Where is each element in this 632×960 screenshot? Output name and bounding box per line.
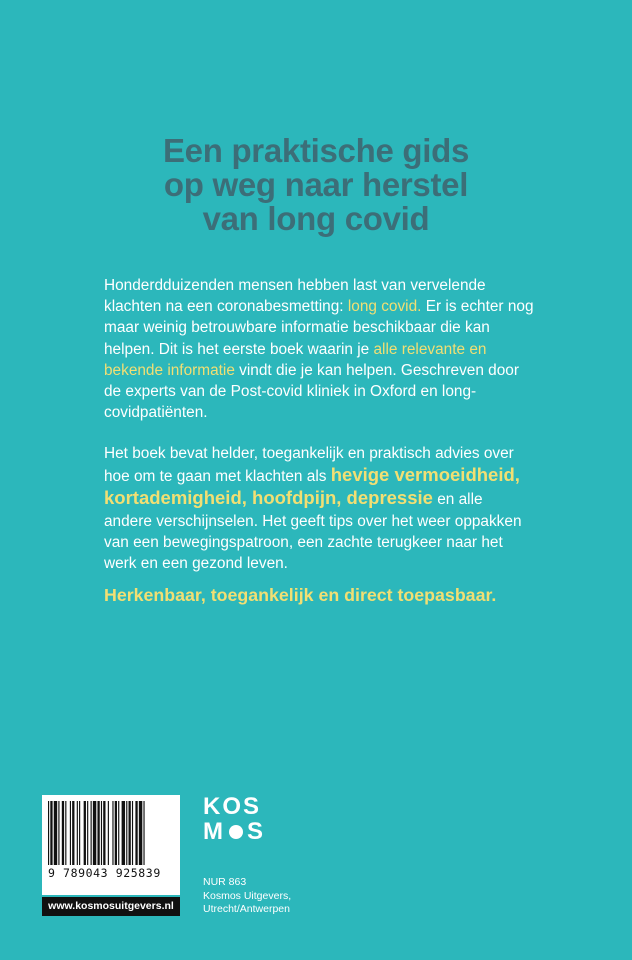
barcode-bar	[122, 801, 125, 865]
barcode-bar	[50, 801, 52, 865]
p1-highlight-info: alle relevante en bekende informatie	[104, 340, 487, 379]
nur-code: NUR 863	[203, 876, 247, 888]
kosmos-logo	[203, 794, 265, 844]
barcode-bar	[77, 801, 78, 865]
barcode-bar	[143, 801, 144, 865]
barcode-bar	[65, 801, 66, 865]
description-paragraph-1	[104, 275, 534, 423]
publisher-website: www.kosmosuitgevers.nl	[42, 897, 180, 916]
p2-highlight-symptoms: hevige vermoeidheid, kortademigheid, hoofdpijn, depressie	[104, 464, 520, 509]
barcode-bar	[139, 801, 142, 865]
barcode-bar	[87, 801, 88, 865]
barcode-bar	[103, 801, 105, 865]
title-line-3: van long covid	[202, 200, 430, 237]
barcode-bar	[135, 801, 137, 865]
barcode-bars	[46, 801, 176, 865]
barcode-bar	[70, 801, 71, 865]
p1-highlight-long-covid: long covid.	[347, 298, 422, 316]
barcode-bar	[84, 801, 86, 865]
barcode-bar	[132, 801, 133, 865]
publisher-city: Utrecht/Antwerpen	[203, 903, 290, 915]
logo-text-s: S	[247, 818, 266, 845]
barcode-bar	[108, 801, 109, 865]
logo-text-top: KOS	[203, 793, 262, 820]
barcode-bar	[72, 801, 74, 865]
barcode-bar	[97, 801, 99, 865]
isbn-number: 9 789043 925839	[48, 866, 161, 880]
p1-text-2: Er is echter nog maar weinig betrouwbare informatie beschikbaar die kan helpen. Dit is het eerste boek waarin je	[104, 298, 534, 358]
p2-text-2: en alle andere verschijnselen. Het geeft tips over het weer oppakken van een bewegingspatroon, een zachte terugkeer naar het werk en een gezond leven.	[104, 491, 522, 573]
barcode-bar	[79, 801, 80, 865]
barcode-bar	[129, 801, 131, 865]
publisher-name: Kosmos Uitgevers,	[203, 889, 292, 902]
barcode-bar	[118, 801, 119, 865]
logo-dot-icon	[229, 825, 243, 839]
barcode-bar	[101, 801, 102, 865]
barcode-bar	[91, 801, 92, 865]
barcode-bar	[58, 801, 59, 865]
barcode-bar	[54, 801, 57, 865]
imprint	[203, 876, 291, 917]
barcode-bar	[62, 801, 64, 865]
p1-text-1: Honderdduizenden mensen hebben last van vervelende klachten na een coronabesmetting:	[104, 277, 486, 316]
title-line-1: Een praktische gids	[162, 132, 470, 169]
barcode-bar	[93, 801, 96, 865]
tagline: Herkenbaar, toegankelijk en direct toepasbaar.	[104, 585, 497, 605]
barcode-bar	[115, 801, 117, 865]
barcode	[42, 795, 180, 895]
description-paragraph-2	[104, 443, 534, 574]
barcode-bar	[126, 801, 127, 865]
p2-text-1: Het boek bevat helder, toegankelijk en praktisch advies over hoe om te gaan met klachten als	[104, 445, 514, 486]
book-title	[0, 134, 632, 236]
logo-text-m: M	[203, 818, 225, 845]
barcode-bar	[48, 801, 49, 865]
title-line-2: op weg naar herstel	[163, 166, 469, 203]
barcode-bar	[112, 801, 113, 865]
p1-text-3: vindt die je kan helpen. Geschreven door de experts van de Post-covid kliniek in Oxford en long-covidpatiënten.	[104, 361, 519, 422]
